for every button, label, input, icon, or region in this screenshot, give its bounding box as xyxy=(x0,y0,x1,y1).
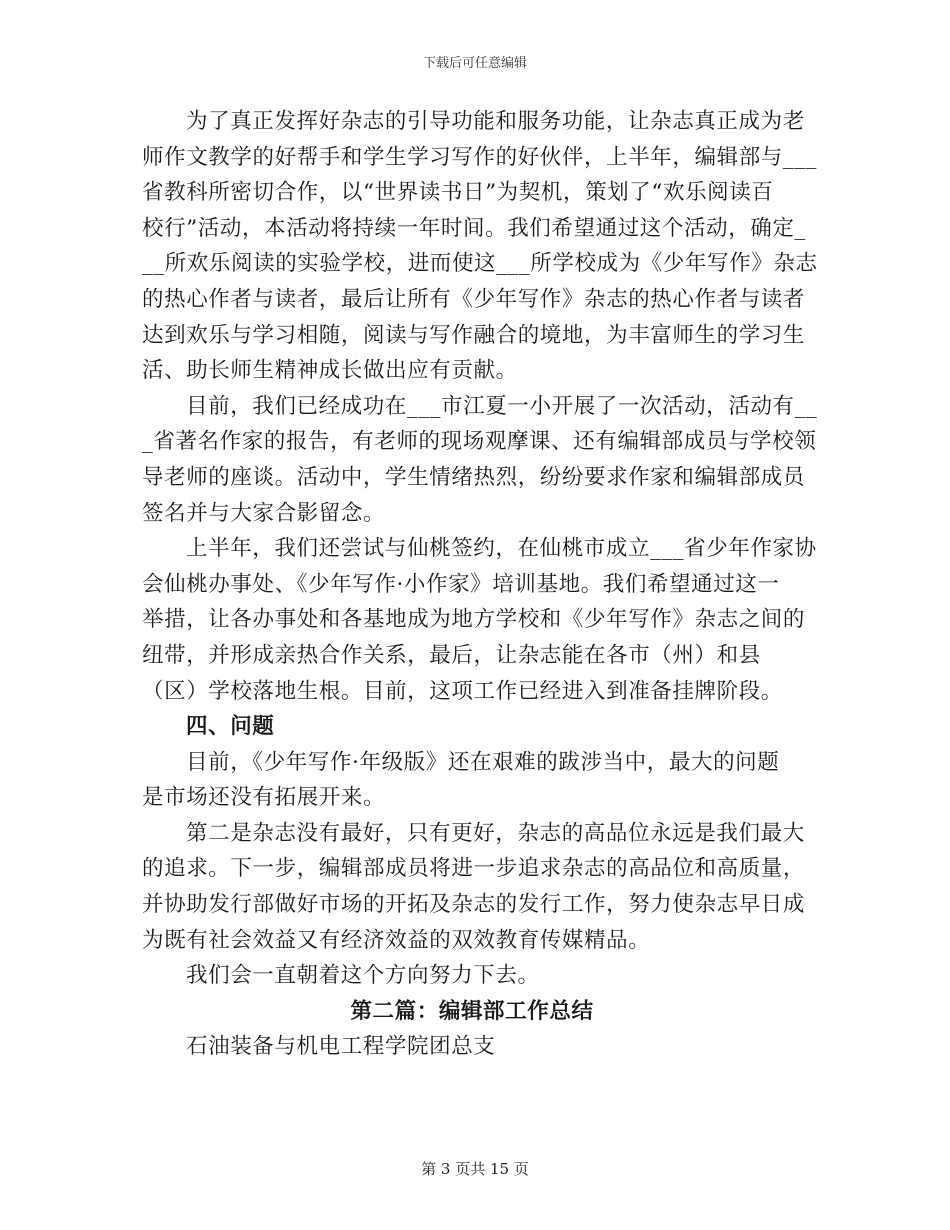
section-heading: 四、问题 xyxy=(186,714,275,740)
paragraph-line: 第二是杂志没有最好，只有更好，杂志的高品位永远是我们最大 xyxy=(186,820,805,846)
paragraph-line: 上半年，我们还尝试与仙桃签约，在仙桃市成立___省少年作家协 xyxy=(186,536,817,562)
paragraph-line: __所欢乐阅读的实验学校，进而使这___所学校成为《少年写作》杂志 xyxy=(142,251,818,277)
paragraph-line: 是市场还没有拓展开来。 xyxy=(142,785,386,811)
paragraph-line: 石油装备与机电工程学院团总支 xyxy=(186,1034,496,1060)
paragraph-line: 签名并与大家合影留念。 xyxy=(142,500,386,526)
paragraph-line: 师作文教学的好帮手和学生学习写作的好伙伴，上半年，编辑部与___ xyxy=(142,144,817,170)
page-header: 下载后可任意编辑 xyxy=(422,56,527,71)
paragraph-line: 的追求。下一步，编辑部成员将进一步追求杂志的高品位和高质量， xyxy=(142,856,806,882)
paragraph-line: （区）学校落地生根。目前，这项工作已经进入到准备挂牌阶段。 xyxy=(142,678,783,704)
paragraph-line: 为既有社会效益又有经济效益的双效教育传媒精品。 xyxy=(142,927,651,953)
paragraph-line: 目前，《少年写作·年级版》还在艰难的跋涉当中，最大的问题 xyxy=(186,749,780,775)
paragraph-line: 达到欢乐与学习相随，阅读与写作融合的境地，为丰富师生的学习生 xyxy=(142,322,806,348)
paragraph-line: 会仙桃办事处、《少年写作·小作家》培训基地。我们希望通过这一 xyxy=(142,571,780,597)
paragraph-line: 纽带，并形成亲热合作关系，最后，让杂志能在各市（州）和县 xyxy=(142,642,761,668)
paragraph-line: 为了真正发挥好杂志的引导功能和服务功能，让杂志真正成为老 xyxy=(186,109,805,134)
document-body xyxy=(142,104,818,1065)
paragraph-line: 举措，让各办事处和各基地成为地方学校和《少年写作》杂志之间的 xyxy=(142,607,806,633)
paragraph-line: 活、助长师生精神成长做出应有贡献。 xyxy=(142,358,518,384)
paragraph-line: 省教科所密切合作，以“世界读书日”为契机，策划了“欢乐阅读百 xyxy=(142,180,774,206)
article-title: 第二篇：编辑部工作总结 xyxy=(350,998,594,1024)
paragraph-line: 校行”活动，本活动将持续一年时间。我们希望通过这个活动，确定_ xyxy=(142,215,806,241)
paragraph-line: 导老师的座谈。活动中，学生情绪热烈，纷纷要求作家和编辑部成员 xyxy=(142,464,806,490)
paragraph-line: 并协助发行部做好市场的开拓及杂志的发行工作，努力使杂志早日成 xyxy=(142,892,806,918)
paragraph-line: 我们会一直朝着这个方向努力下去。 xyxy=(186,963,540,989)
page-footer: 第 3 页共 15 页 xyxy=(421,1160,529,1178)
paragraph-line: 目前，我们已经成功在___市江夏一小开展了一次活动，活动有__ xyxy=(186,393,818,419)
paragraph-line: _省著名作家的报告，有老师的现场观摩课、还有编辑部成员与学校领 xyxy=(142,429,817,455)
paragraph-line: 的热心作者与读者，最后让所有《少年写作》杂志的热心作者与读者 xyxy=(142,286,806,312)
